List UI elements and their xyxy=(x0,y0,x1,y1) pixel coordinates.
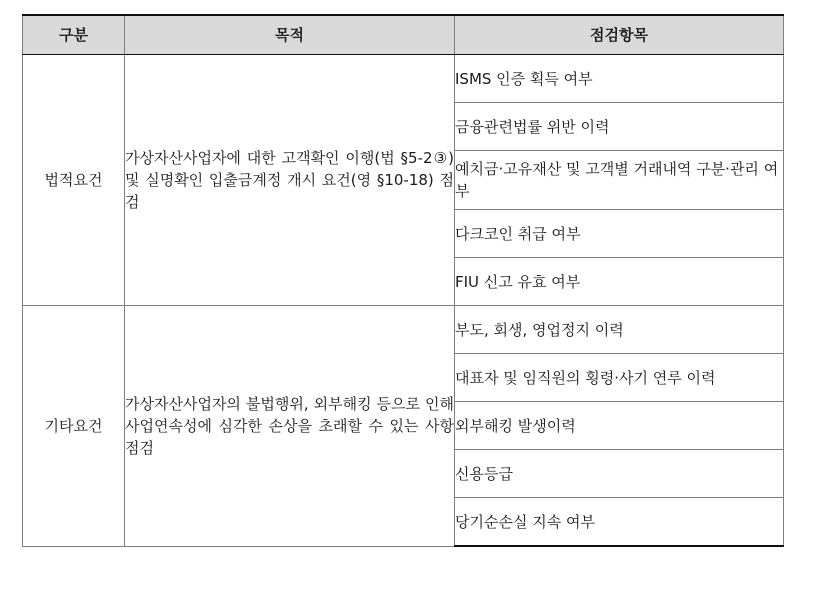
check-item: 예치금·고유재산 및 고객별 거래내역 구분·관리 여부 xyxy=(455,151,784,210)
category-other: 기타요건 xyxy=(23,306,125,547)
check-item: 외부해킹 발생이력 xyxy=(455,402,784,450)
table-row xyxy=(23,55,784,103)
check-item: 부도, 회생, 영업정지 이력 xyxy=(455,306,784,354)
header-purpose: 목적 xyxy=(125,15,455,55)
header-row xyxy=(23,15,784,55)
table-row xyxy=(23,306,784,354)
check-item: 다크코인 취급 여부 xyxy=(455,210,784,258)
check-item: ISMS 인증 획득 여부 xyxy=(455,55,784,103)
purpose-legal: 가상자산사업자에 대한 고객확인 이행(법 §5-2③) 및 실명확인 입출금계정 개시 요건(영 §10-18) 점검 xyxy=(125,55,455,306)
header-check-items: 점검항목 xyxy=(455,15,784,55)
header-category: 구분 xyxy=(23,15,125,55)
category-legal: 법적요건 xyxy=(23,55,125,306)
check-item: 금융관련법률 위반 이력 xyxy=(455,103,784,151)
purpose-other: 가상자산사업자의 불법행위, 외부해킹 등으로 인해 사업연속성에 심각한 손상을 초래할 수 있는 사항 점검 xyxy=(125,306,455,547)
check-item: 신용등급 xyxy=(455,450,784,498)
check-item: FIU 신고 유효 여부 xyxy=(455,258,784,306)
check-item: 당기순손실 지속 여부 xyxy=(455,498,784,547)
check-item: 대표자 및 임직원의 횡령·사기 연루 이력 xyxy=(455,354,784,402)
requirements-table xyxy=(22,14,784,547)
